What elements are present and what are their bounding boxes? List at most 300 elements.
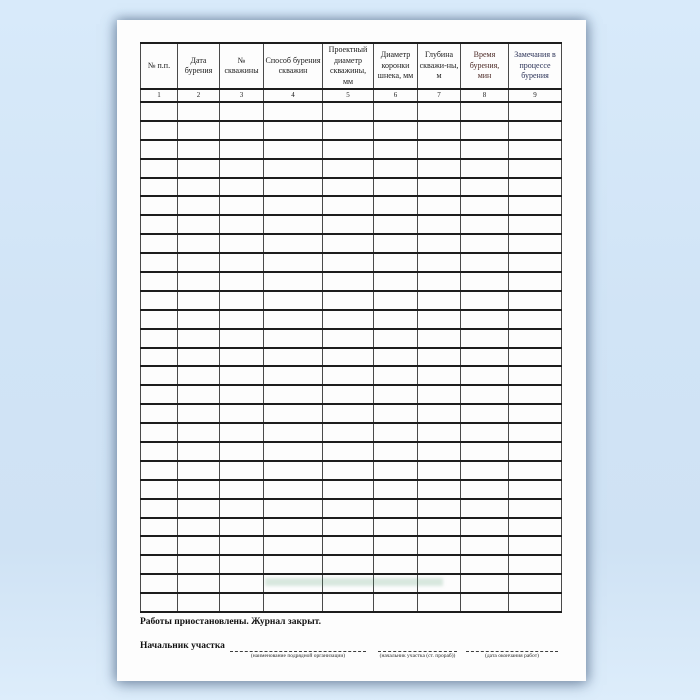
empty-cell <box>509 329 562 348</box>
empty-row <box>141 423 562 442</box>
empty-cell <box>264 329 323 348</box>
empty-cell <box>509 536 562 555</box>
empty-cell <box>264 366 323 385</box>
empty-cell <box>374 423 418 442</box>
empty-cell <box>323 102 374 121</box>
empty-cell <box>220 442 264 461</box>
empty-cell <box>323 348 374 367</box>
empty-cell <box>374 404 418 423</box>
empty-cell <box>374 102 418 121</box>
empty-cell <box>264 253 323 272</box>
empty-cell <box>178 480 220 499</box>
empty-cell <box>461 329 509 348</box>
empty-cell <box>141 178 178 197</box>
empty-cell <box>220 253 264 272</box>
empty-row <box>141 291 562 310</box>
empty-cell <box>264 499 323 518</box>
empty-cell <box>220 159 264 178</box>
signature-field-organization <box>230 642 366 660</box>
empty-cell <box>418 536 461 555</box>
empty-cell <box>264 518 323 537</box>
empty-cell <box>418 480 461 499</box>
empty-cell <box>178 442 220 461</box>
empty-cell <box>323 215 374 234</box>
empty-cell <box>418 385 461 404</box>
col-header-remarks: Замечания в процессе бурения <box>509 43 562 89</box>
empty-cell <box>141 574 178 593</box>
empty-cell <box>509 366 562 385</box>
empty-cell <box>461 555 509 574</box>
empty-cell <box>374 593 418 612</box>
empty-cell <box>141 348 178 367</box>
empty-row <box>141 272 562 291</box>
empty-cell <box>220 272 264 291</box>
empty-cell <box>461 518 509 537</box>
empty-cell <box>141 140 178 159</box>
empty-cell <box>141 480 178 499</box>
empty-cell <box>178 499 220 518</box>
empty-row <box>141 253 562 272</box>
column-number-row <box>141 89 562 102</box>
empty-row <box>141 499 562 518</box>
empty-cell <box>220 480 264 499</box>
empty-cell <box>374 348 418 367</box>
empty-cell <box>264 574 323 593</box>
empty-cell <box>323 234 374 253</box>
empty-cell <box>418 329 461 348</box>
empty-cell <box>178 385 220 404</box>
empty-cell <box>264 272 323 291</box>
empty-cell <box>323 159 374 178</box>
empty-row <box>141 234 562 253</box>
empty-row <box>141 461 562 480</box>
empty-cell <box>374 366 418 385</box>
empty-cell <box>264 404 323 423</box>
empty-cell <box>323 461 374 480</box>
empty-cell <box>220 404 264 423</box>
empty-cell <box>141 159 178 178</box>
empty-cell <box>264 423 323 442</box>
empty-cell <box>220 348 264 367</box>
empty-cell <box>323 121 374 140</box>
empty-cell <box>418 272 461 291</box>
empty-cell <box>178 329 220 348</box>
empty-cell <box>323 536 374 555</box>
col-header-num: № п.п. <box>141 43 178 89</box>
empty-cell <box>509 385 562 404</box>
table-body <box>141 102 562 612</box>
empty-cell <box>178 215 220 234</box>
empty-row <box>141 140 562 159</box>
empty-cell <box>418 461 461 480</box>
empty-cell <box>418 366 461 385</box>
empty-cell <box>141 196 178 215</box>
empty-cell <box>509 196 562 215</box>
empty-cell <box>418 518 461 537</box>
empty-row <box>141 159 562 178</box>
empty-cell <box>178 196 220 215</box>
empty-cell <box>461 253 509 272</box>
empty-cell <box>461 536 509 555</box>
empty-cell <box>323 404 374 423</box>
empty-cell <box>461 499 509 518</box>
empty-cell <box>220 215 264 234</box>
signature-caption: (наименование подрядной организации) <box>250 653 346 659</box>
empty-cell <box>509 178 562 197</box>
empty-cell <box>418 196 461 215</box>
empty-cell <box>178 253 220 272</box>
empty-cell <box>141 366 178 385</box>
empty-cell <box>374 536 418 555</box>
column-number: 1 <box>141 89 178 102</box>
empty-cell <box>509 159 562 178</box>
empty-cell <box>178 574 220 593</box>
empty-cell <box>461 404 509 423</box>
empty-cell <box>418 593 461 612</box>
empty-row <box>141 480 562 499</box>
closing-statement: Работы приостановлены. Журнал закрыт. <box>140 617 321 627</box>
empty-cell <box>461 291 509 310</box>
empty-cell <box>220 536 264 555</box>
empty-cell <box>509 121 562 140</box>
empty-cell <box>178 593 220 612</box>
empty-cell <box>461 480 509 499</box>
column-number: 6 <box>374 89 418 102</box>
empty-cell <box>418 178 461 197</box>
empty-row <box>141 593 562 612</box>
empty-row <box>141 196 562 215</box>
empty-cell <box>220 196 264 215</box>
column-number: 4 <box>264 89 323 102</box>
signature-caption: (начальник участка (ст. прораб)) <box>379 653 456 659</box>
empty-cell <box>220 102 264 121</box>
empty-cell <box>220 518 264 537</box>
empty-cell <box>374 291 418 310</box>
empty-cell <box>220 140 264 159</box>
empty-cell <box>461 461 509 480</box>
empty-cell <box>509 404 562 423</box>
empty-cell <box>509 140 562 159</box>
empty-cell <box>323 329 374 348</box>
empty-cell <box>374 480 418 499</box>
empty-cell <box>509 253 562 272</box>
empty-cell <box>178 461 220 480</box>
empty-cell <box>461 574 509 593</box>
column-number: 7 <box>418 89 461 102</box>
empty-cell <box>178 518 220 537</box>
empty-cell <box>509 518 562 537</box>
empty-cell <box>461 196 509 215</box>
column-number: 2 <box>178 89 220 102</box>
empty-row <box>141 310 562 329</box>
document-page <box>117 20 586 681</box>
signature-label: Начальник участка <box>140 641 225 651</box>
empty-cell <box>141 385 178 404</box>
empty-cell <box>374 310 418 329</box>
empty-cell <box>374 442 418 461</box>
empty-cell <box>141 234 178 253</box>
empty-cell <box>141 310 178 329</box>
empty-cell <box>264 593 323 612</box>
column-number: 3 <box>220 89 264 102</box>
empty-cell <box>509 291 562 310</box>
empty-cell <box>141 329 178 348</box>
empty-cell <box>323 593 374 612</box>
empty-cell <box>374 272 418 291</box>
empty-cell <box>178 272 220 291</box>
empty-row <box>141 348 562 367</box>
empty-cell <box>374 574 418 593</box>
empty-cell <box>220 593 264 612</box>
empty-cell <box>461 423 509 442</box>
col-header-depth: Глубина скважи-ны, м <box>418 43 461 89</box>
empty-cell <box>220 310 264 329</box>
empty-cell <box>178 234 220 253</box>
signature-caption: (дата окончания работ) <box>485 653 539 659</box>
empty-cell <box>461 442 509 461</box>
empty-cell <box>374 159 418 178</box>
empty-cell <box>178 121 220 140</box>
empty-cell <box>220 291 264 310</box>
empty-cell <box>220 499 264 518</box>
column-number: 8 <box>461 89 509 102</box>
empty-cell <box>141 291 178 310</box>
empty-cell <box>509 499 562 518</box>
signature-line <box>466 642 558 652</box>
empty-cell <box>374 253 418 272</box>
empty-cell <box>418 215 461 234</box>
empty-cell <box>509 102 562 121</box>
empty-cell <box>374 215 418 234</box>
empty-cell <box>323 574 374 593</box>
empty-cell <box>461 178 509 197</box>
empty-cell <box>509 555 562 574</box>
column-number: 5 <box>323 89 374 102</box>
empty-row <box>141 329 562 348</box>
col-header-well-no: № скважины <box>220 43 264 89</box>
empty-cell <box>461 593 509 612</box>
empty-cell <box>141 423 178 442</box>
header-row <box>141 43 562 89</box>
empty-cell <box>178 423 220 442</box>
empty-cell <box>141 272 178 291</box>
empty-cell <box>141 461 178 480</box>
empty-cell <box>141 442 178 461</box>
empty-cell <box>141 215 178 234</box>
empty-cell <box>323 366 374 385</box>
empty-row <box>141 555 562 574</box>
empty-cell <box>509 442 562 461</box>
empty-cell <box>264 234 323 253</box>
empty-row <box>141 215 562 234</box>
empty-cell <box>220 574 264 593</box>
signature-field-chief <box>378 642 457 660</box>
empty-cell <box>220 555 264 574</box>
empty-cell <box>461 272 509 291</box>
empty-cell <box>323 140 374 159</box>
empty-cell <box>418 253 461 272</box>
empty-cell <box>509 234 562 253</box>
empty-cell <box>264 480 323 499</box>
empty-cell <box>374 140 418 159</box>
signature-line <box>378 642 457 652</box>
empty-cell <box>264 555 323 574</box>
empty-cell <box>418 555 461 574</box>
empty-cell <box>323 178 374 197</box>
empty-cell <box>418 140 461 159</box>
empty-cell <box>178 348 220 367</box>
empty-cell <box>264 291 323 310</box>
empty-cell <box>509 480 562 499</box>
empty-cell <box>418 499 461 518</box>
empty-cell <box>264 310 323 329</box>
empty-cell <box>323 310 374 329</box>
empty-cell <box>220 329 264 348</box>
empty-cell <box>178 310 220 329</box>
empty-cell <box>418 423 461 442</box>
empty-cell <box>178 536 220 555</box>
empty-cell <box>461 121 509 140</box>
empty-cell <box>461 348 509 367</box>
empty-cell <box>374 234 418 253</box>
empty-cell <box>178 178 220 197</box>
empty-cell <box>509 310 562 329</box>
empty-cell <box>220 366 264 385</box>
empty-cell <box>509 593 562 612</box>
column-number: 9 <box>509 89 562 102</box>
empty-cell <box>141 253 178 272</box>
empty-cell <box>264 102 323 121</box>
empty-cell <box>374 196 418 215</box>
empty-cell <box>509 348 562 367</box>
empty-cell <box>461 140 509 159</box>
col-header-design-diameter: Проектный диаметр скважины, мм <box>323 43 374 89</box>
col-header-bit-diameter: Диаметр коронки шнека, мм <box>374 43 418 89</box>
empty-cell <box>323 480 374 499</box>
empty-row <box>141 574 562 593</box>
empty-cell <box>418 159 461 178</box>
empty-cell <box>178 366 220 385</box>
empty-cell <box>264 159 323 178</box>
empty-cell <box>323 442 374 461</box>
empty-cell <box>509 574 562 593</box>
empty-cell <box>323 272 374 291</box>
empty-cell <box>418 102 461 121</box>
empty-row <box>141 536 562 555</box>
empty-cell <box>141 536 178 555</box>
empty-cell <box>178 291 220 310</box>
empty-row <box>141 518 562 537</box>
empty-cell <box>323 291 374 310</box>
empty-cell <box>264 196 323 215</box>
empty-cell <box>374 121 418 140</box>
empty-row <box>141 102 562 121</box>
empty-cell <box>374 555 418 574</box>
empty-cell <box>323 518 374 537</box>
empty-cell <box>509 423 562 442</box>
empty-cell <box>220 385 264 404</box>
empty-cell <box>418 291 461 310</box>
empty-cell <box>323 196 374 215</box>
empty-row <box>141 385 562 404</box>
empty-row <box>141 442 562 461</box>
empty-cell <box>141 102 178 121</box>
empty-cell <box>323 385 374 404</box>
empty-cell <box>461 159 509 178</box>
empty-cell <box>461 385 509 404</box>
empty-cell <box>461 215 509 234</box>
empty-cell <box>374 499 418 518</box>
empty-cell <box>264 121 323 140</box>
empty-cell <box>509 272 562 291</box>
empty-cell <box>509 461 562 480</box>
empty-cell <box>264 215 323 234</box>
col-header-method: Способ бурения скважин <box>264 43 323 89</box>
empty-row <box>141 366 562 385</box>
empty-cell <box>461 102 509 121</box>
empty-cell <box>141 404 178 423</box>
empty-cell <box>141 593 178 612</box>
empty-cell <box>141 555 178 574</box>
empty-cell <box>178 555 220 574</box>
drilling-journal-table <box>140 42 562 613</box>
empty-cell <box>264 442 323 461</box>
empty-cell <box>264 348 323 367</box>
empty-cell <box>461 234 509 253</box>
empty-row <box>141 404 562 423</box>
empty-cell <box>461 366 509 385</box>
empty-cell <box>323 555 374 574</box>
empty-cell <box>374 178 418 197</box>
empty-cell <box>374 461 418 480</box>
empty-cell <box>418 121 461 140</box>
empty-cell <box>264 140 323 159</box>
signature-field-date <box>466 642 558 660</box>
empty-cell <box>220 423 264 442</box>
empty-cell <box>220 461 264 480</box>
empty-cell <box>374 329 418 348</box>
empty-cell <box>141 518 178 537</box>
empty-cell <box>323 499 374 518</box>
empty-cell <box>323 253 374 272</box>
empty-cell <box>323 423 374 442</box>
empty-cell <box>264 461 323 480</box>
signature-line <box>230 642 366 652</box>
empty-cell <box>220 121 264 140</box>
empty-cell <box>418 234 461 253</box>
empty-cell <box>141 121 178 140</box>
empty-cell <box>418 310 461 329</box>
empty-cell <box>374 518 418 537</box>
col-header-time: Время бурения, мин <box>461 43 509 89</box>
empty-cell <box>264 536 323 555</box>
empty-cell <box>418 348 461 367</box>
empty-cell <box>509 215 562 234</box>
empty-cell <box>178 140 220 159</box>
empty-cell <box>178 102 220 121</box>
empty-cell <box>141 499 178 518</box>
empty-cell <box>220 234 264 253</box>
empty-cell <box>220 178 264 197</box>
empty-cell <box>418 442 461 461</box>
empty-cell <box>374 385 418 404</box>
empty-cell <box>418 404 461 423</box>
empty-row <box>141 121 562 140</box>
empty-cell <box>264 385 323 404</box>
empty-cell <box>461 310 509 329</box>
empty-cell <box>418 574 461 593</box>
empty-cell <box>178 404 220 423</box>
